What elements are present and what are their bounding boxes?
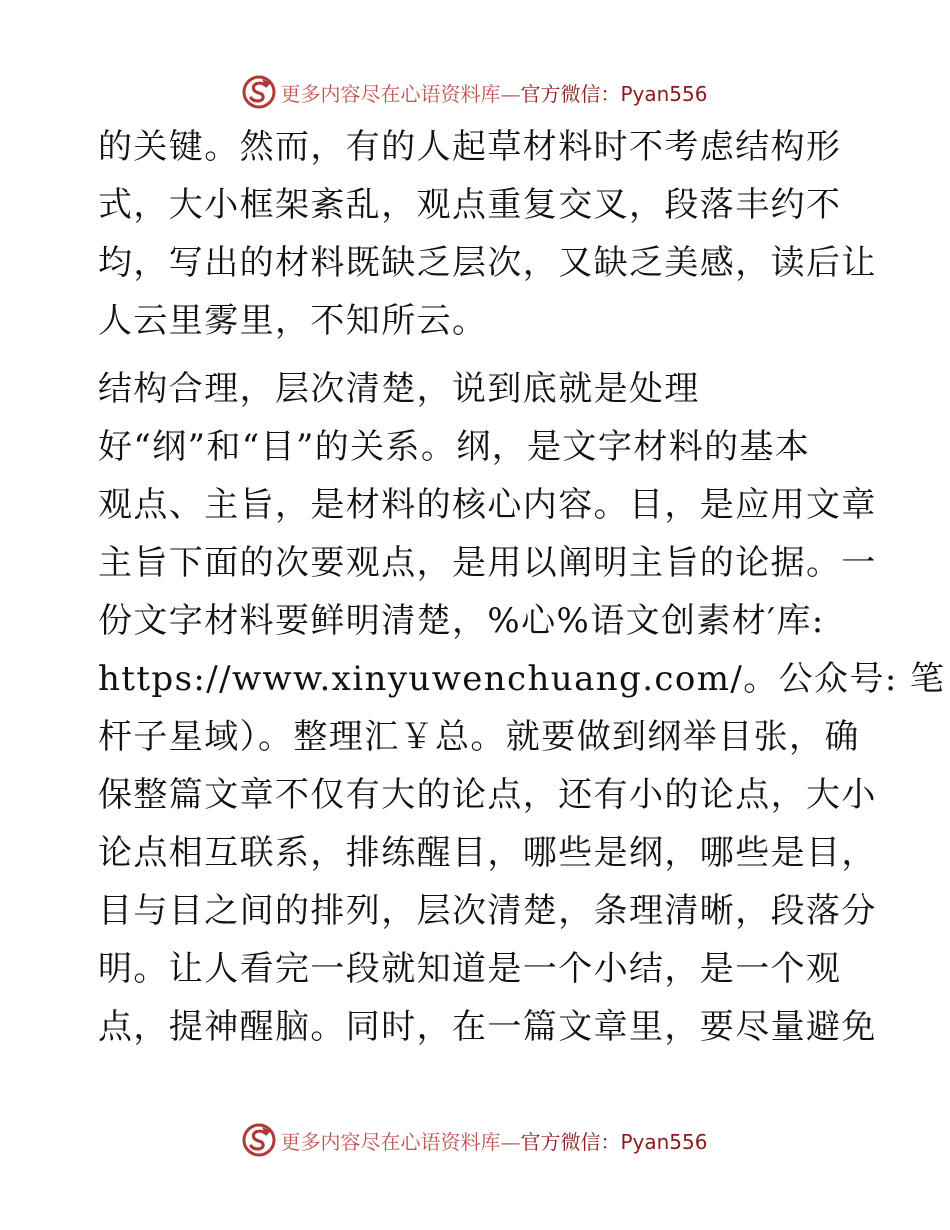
text-line: 的关键。然而，有的人起草材料时不考虑结构形 [98, 127, 842, 167]
text-line: 结构合理，层次清楚，说到底就是处理 [98, 369, 700, 409]
text-line: 论点相互联系，排练醒目，哪些是纲，哪些是目， [98, 833, 877, 873]
stylized-s-logo-icon [242, 1123, 276, 1157]
document-body [98, 118, 946, 1056]
banner-text-wechat: 官方微信：Pyan556 [520, 1129, 708, 1154]
text-line: 观点、主旨，是材料的核心内容。目，是应用文章 [98, 485, 877, 525]
text-line: https://www.xinyuwenchuang.com/。公众号: 笔 [98, 659, 946, 699]
text-line: 均，写出的材料既缺乏层次，又缺乏美感，读后让 [98, 243, 877, 283]
banner-text [280, 1126, 707, 1155]
text-line: 人云里雾里，不知所云。 [98, 301, 488, 341]
text-line: 份文字材料要鲜明清楚，%心%语文创素材′库: [98, 601, 825, 641]
text-line: 保整篇文章不仅有大的论点，还有小的论点，大小 [98, 775, 877, 815]
text-line: 目与目之间的排列，层次清楚，条理清晰，段落分 [98, 891, 877, 931]
text-line: 式，大小框架紊乱，观点重复交叉，段落丰约不 [98, 185, 842, 225]
banner-text [280, 78, 707, 107]
text-line: 明。让人看完一段就知道是一个小结，是一个观 [98, 949, 842, 989]
text-line: 主旨下面的次要观点，是用以阐明主旨的论据。一 [98, 543, 877, 583]
banner-text-site: 更多内容尽在心语资料库— [280, 81, 521, 106]
text-line: 点，提神醒脑。同时，在一篇文章里，要尽量避免 [98, 1007, 877, 1047]
banner-text-site: 更多内容尽在心语资料库— [280, 1129, 521, 1154]
footer-banner [0, 1120, 950, 1160]
text-line: 好“纲”和“目”的关系。纲，是文字材料的基本 [98, 427, 811, 467]
banner-text-wechat: 官方微信：Pyan556 [520, 81, 708, 106]
stylized-s-logo-icon [242, 75, 276, 109]
text-line: 杆子星域）。整理汇￥总。就要做到纲举目张，确 [98, 717, 860, 757]
paragraph-1 [98, 118, 877, 350]
header-banner [0, 72, 950, 112]
paragraph-2 [98, 360, 946, 1056]
